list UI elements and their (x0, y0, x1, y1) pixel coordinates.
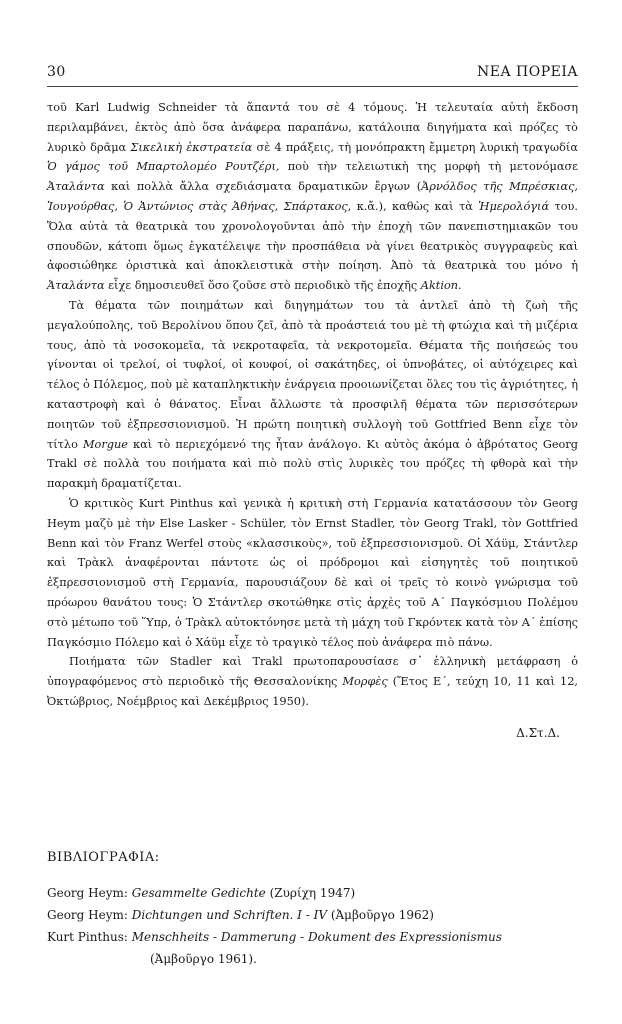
page-header (47, 64, 578, 80)
paragraph-3: Ὁ κριτικὸς Kurt Pinthus καὶ γενικὰ ἡ κριτικὴ στὴ Γερμανία κατατάσσουν τὸν Georg Heym μαζὺ μὲ τὴν Else Lasker - Schüler, τὸν Ernst Stadler, τὸν Georg Trakl, τὸν Gottfried Benn καὶ τὸν Franz Werfel στοὺς «κλασσικοὺς», τοῦ ἐξπρεσσιονισμοῦ. Οἱ Χάϋμ, Στάντλερ καὶ Τρὰκλ ἀναφέρονται πάντοτε ὡς οἱ πρόδρομοι καὶ εἰσηγητὲς τοῦ ποιητικοῦ ἐξπρεσσιονισμοῦ στὴ Γερμανία, παρουσιάζουν δὲ καὶ οἱ τρεῖς τὸ κοινὸ γνώρισμα τοῦ πρόωρου θανάτου τους: Ὁ Στάντλερ σκοτώθηκε στὶς ἀρχὲς τοῦ Α΄ Παγκόσμιου Πολέμου στὸ μέτωπο τοῦ Ὕπρ, ὁ Τρὰκλ αὐτοκτόνησε μετὰ τὴ μάχη τοῦ Γκρόντεκ κατὰ τὸν Α΄ ἐπίσης Παγκόσμιο Πόλεμο καὶ ὁ Χάϋμ εἶχε τὸ τραγικὸ τέλος ποὺ ἀνάφερα πιὸ πάνω. (47, 496, 578, 649)
text-run: Τὰ θέματα τῶν ποιημάτων καὶ διηγημάτων του τὰ ἀντλεῖ ἀπὸ τὴ ζωὴ τῆς μεγαλούπολης, τοῦ Βερολίνου ὅπου ζεῖ, ἀπὸ τὰ προάστειά του μὲ τὴ φτώχια καὶ τὴ μιζέρια τους, ἀπὸ τὰ νοσοκομεῖα, τὰ νεκροταφεῖα, τὰ νεκροτομεῖα. Θέματα τῆς ποιήσεώς του γίνονται οἱ τρελοί, οἱ τυφλοί, οἱ κουφοί, οἱ σακάτηδες, οἱ ὑπνοβάτες, οἱ αὐτόχειρες καὶ τέλος ὁ Πόλεμος, ποὺ μὲ καταπληκτικὴν ἐνάργεια προοιωνίζεται ὅλες του τὶς ἀγριότητες, ἡ καταστροφὴ καὶ ὁ θάνατος. Εἶναι ἄλλωστε τὰ προσφιλῆ θέματα τῶν περισσότερων ποιητῶν τοῦ ἐξπρεσσιονισμοῦ. Ἡ πρώτη ποιητικὴ συλλογὴ τοῦ Gottfried Benn εἶχε τὸν τίτλο (47, 298, 578, 451)
italic-title: Ἀρνόλδος τῆς Μπρέσκιας, Ἰουγούρθας, Ὁ Ἀντώνιος στὰς Ἀθήνας, Σπάρτακος (47, 180, 578, 213)
italic-title: Ὁ γάμος τοῦ Μπαρτολομέο Ρουτζέρι, (47, 160, 280, 174)
italic-title: Ἀταλάντα (47, 279, 105, 293)
text-run: εἶχε δημοσιευθεῖ ὅσο ζοῦσε στὸ περιοδικὸ τῆς ἐποχῆς (104, 279, 421, 293)
bib-author: Georg Heym: (47, 908, 128, 922)
text-run: Ποιήματα τῶν Stadler καὶ Trakl πρωτοπαρουσίασε σ᾽ ἑλληνικὴ μετάφραση ὁ ὑπογραφόμενος στὸ περιοδικὸ τῆς Θεσσαλονίκης (47, 655, 578, 689)
text-run: καὶ πολλὰ ἄλλα σχεδιάσματα δραματικῶν ἔργων ( (104, 180, 422, 194)
bib-title: Menschheits - Dammerung - Dokument des Expressionismus (131, 930, 502, 944)
text-run: τοῦ Karl Ludwig Schneider τὰ ἅπαντά του σὲ 4 τόμους. Ἡ τελευταία αὐτὴ ἔκδοση περιλαμβάνει, ἐκτὸς ἀπὸ ὅσα ἀνάφερα παραπάνω, κατάλοιπα διηγήματα καὶ πρόζες τὸ λυρικὸ δρᾶμα (47, 101, 578, 154)
bibliography-list (47, 882, 578, 970)
running-title: ΝΕΑ ΠΟΡΕΙΑ (477, 64, 578, 80)
bibliography-heading: ΒΙΒΛΙΟΓΡΑΦΙΑ: (47, 850, 160, 865)
italic-title: Ἀταλάντα (47, 180, 105, 194)
text-run: καὶ τὸ περιεχόμενό της ἦταν ἀνάλογο. Κι αὐτὸς ἀκόμα ὁ ἁβρότατος Georg Trakl σὲ πολλὰ του ποιήματα καὶ πιὸ πολὺ στὶς λυρικὲς του πρόζες τὴ φθορὰ καὶ τὴν παρακμὴ δραματίζεται. (47, 437, 578, 491)
header-rule (47, 86, 578, 87)
paragraph-2 (47, 296, 578, 494)
bibliography-entry (47, 882, 578, 904)
paragraph-1 (47, 98, 578, 296)
bib-author: Georg Heym: (47, 886, 128, 900)
bib-title: Gesammelte Gedichte (131, 886, 266, 900)
text-run: , κ.ἄ.), καθὼς καὶ τὰ (347, 199, 479, 213)
article-body (47, 98, 578, 744)
bibliography-entry (47, 926, 578, 970)
italic-title: Morgue (82, 437, 128, 451)
italic-title: Ἡμερολόγιά (478, 199, 550, 213)
page-number: 30 (47, 64, 66, 80)
bib-author: Kurt Pinthus: (47, 930, 128, 944)
text-run: σὲ 4 πράξεις, τὴ μονόπρακτη ἔμμετρη λυρικὴ τραγωδία (252, 140, 578, 154)
paragraph-4 (47, 652, 578, 711)
italic-title: Σικελικὴ ἐκστρατεία (130, 140, 253, 154)
bib-details: (Ἀμβοῦργο 1962) (327, 908, 434, 922)
bib-details: (Ζυρίχη 1947) (265, 886, 356, 900)
text-run: του. Ὅλα αὐτὰ τὰ θεατρικὰ του χρονολογοῦνται ἀπὸ τὴν ἐποχὴ τῶν πανεπιστημιακῶν του σπουδῶν, κάτοπι ὅμως ἐγκατέλειψε τὴν προσπάθεια νὰ γίνει θεατρικὸς συγγραφεὺς καὶ ἀφοσιώθηκε ὁριστικὰ καὶ ἀποκλειστικὰ στὴν ποίηση. Ἀπὸ τὰ θεατρικὰ του μόνο ἡ (47, 199, 578, 273)
text-run: . (458, 279, 462, 293)
signature: Δ.Στ.Δ. (516, 725, 560, 740)
bibliography-entry (47, 904, 578, 926)
bib-details: (Ἀμβοῦργο 1961). (150, 952, 257, 966)
italic-title: Aktion (420, 279, 459, 293)
italic-title: Μορφὲς (342, 675, 388, 689)
text-run: (Ἔτος Ε΄, τεύχη 10, 11 καὶ 12, Ὀκτώβριος, Νοέμβριος καὶ Δεκέμβριος 1950). (47, 675, 578, 708)
text-run: ποὺ τὴν τελειωτικὴ της μορφὴ τὴ μετονόμασε (279, 160, 579, 174)
bib-title: Dichtungen und Schriften. I - IV (131, 908, 328, 922)
